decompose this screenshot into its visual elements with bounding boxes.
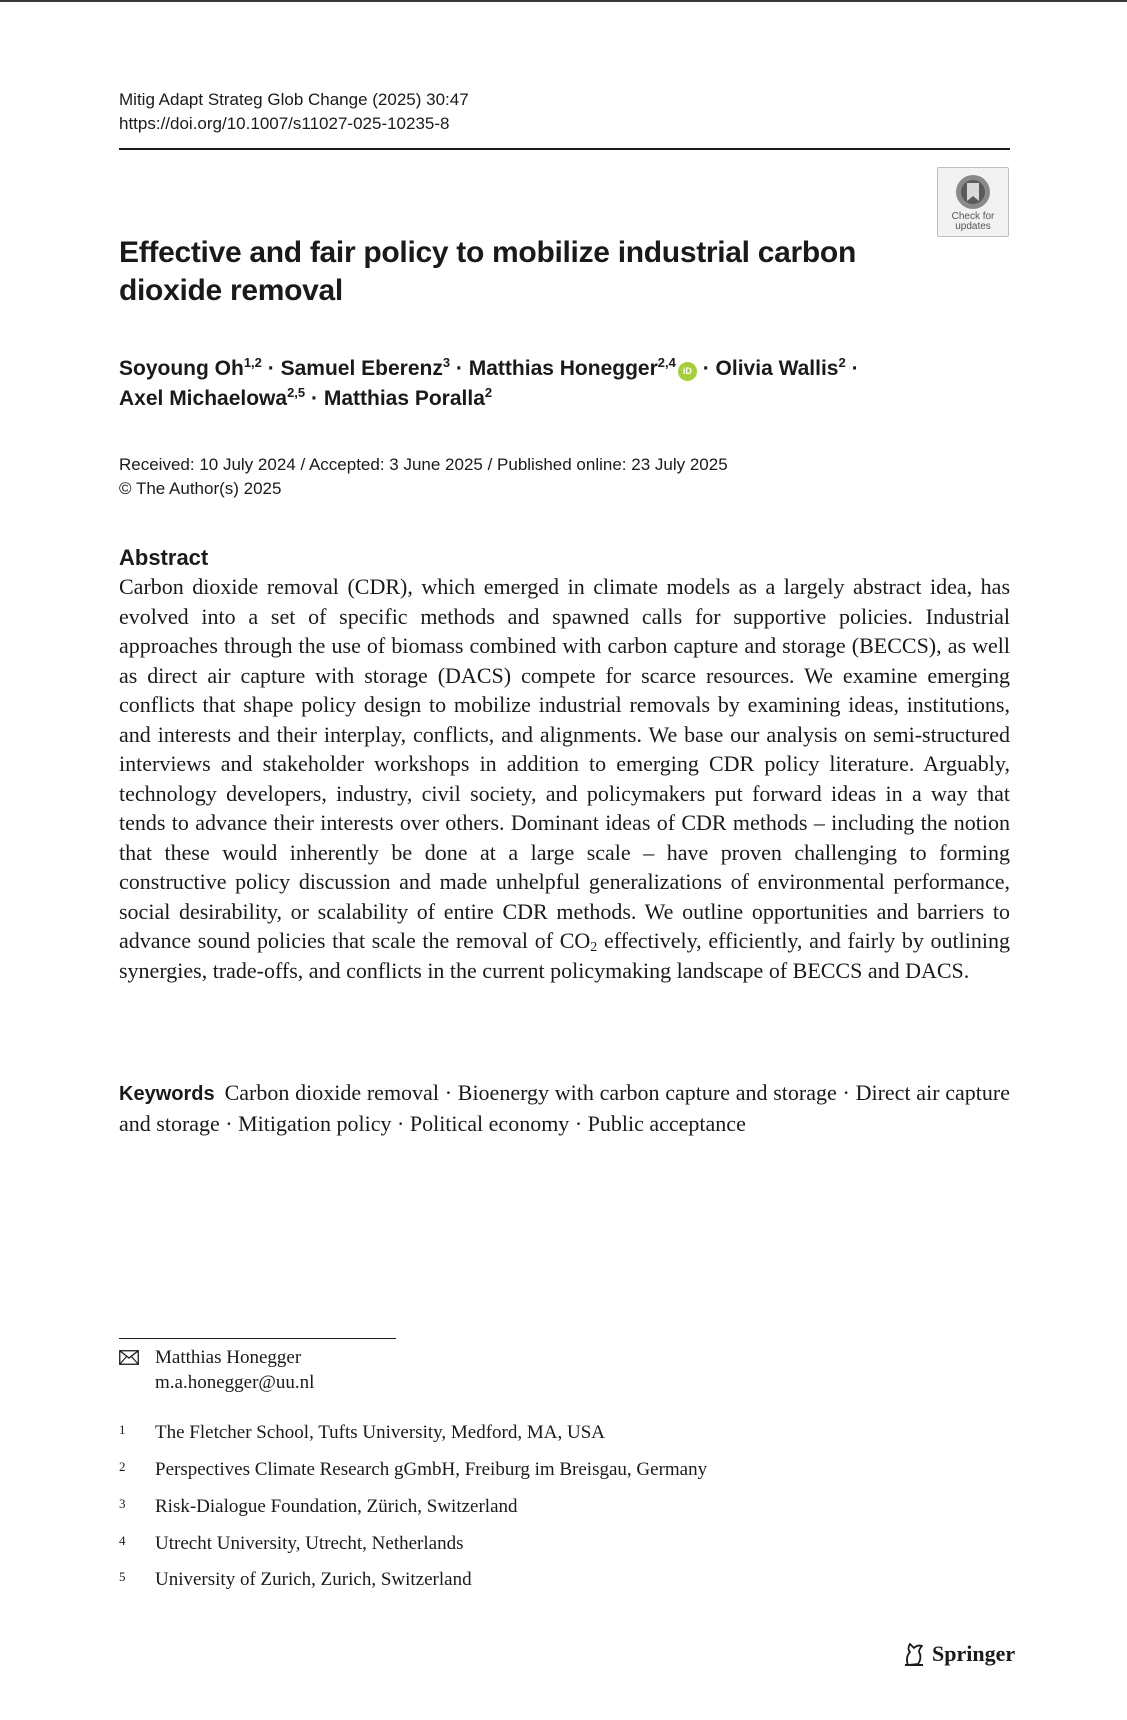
affiliation-text: Utrecht University, Utrecht, Netherlands	[155, 1533, 464, 1554]
keywords-block	[119, 1078, 1010, 1139]
author-name[interactable]: Matthias Poralla	[323, 387, 485, 410]
top-border	[0, 0, 1127, 2]
keyword-item: Bioenergy with carbon capture and storage	[457, 1080, 837, 1105]
keyword-separator: ·	[569, 1111, 588, 1136]
envelope-icon	[119, 1350, 139, 1365]
author-separator: ·	[455, 357, 463, 380]
author-separator: ·	[702, 357, 710, 380]
corresponding-author-name: Matthias Honegger	[155, 1347, 302, 1368]
abstract-text: Carbon dioxide removal (CDR), which emerged in climate models as a largely abstract idea, has evolved into a set of specific methods and spawned calls for supportive policies. Industrial approaches through the use of biomass combined with carbon capture and storage (BECCS), as well as direct air capture with storage (DACS) compete for scarce resources. We examine emerging conflicts that shape policy design to mobilize industrial removals by examining ideas, institutions, and interests and their interplay, conflicts, and alignments. We base our analysis on semi-structured interviews and stakeholder workshops in addition to emerging CDR policy literature. Arguably, technology developers, industry, civil society, and policymakers put forward ideas in a way that tends to advance their interests over others. Dominant ideas of CDR methods – including the notion that these would inherently be done at a large scale – have proven challenging to forming constructive policy discussion and made unhelpful generalizations of environmental performance, social desirability, or scalability of entire CDR methods. We outline opportunities and barriers to advance sound policies that scale the removal of CO	[119, 574, 1010, 953]
badge-label: Check for updates	[951, 211, 995, 232]
author-affiliation-sup: 2	[484, 385, 493, 400]
author-affiliation-sup: 3	[442, 355, 451, 370]
keyword-item: Carbon dioxide removal	[224, 1080, 439, 1105]
journal-citation: Mitig Adapt Strateg Glob Change (2025) 30:47	[119, 90, 469, 109]
author-name[interactable]: Axel Michaelowa	[119, 387, 288, 410]
author-separator: ·	[267, 357, 275, 380]
keyword-item: Political economy	[409, 1111, 570, 1136]
affiliation-text: Risk-Dialogue Foundation, Zürich, Switzerland	[155, 1496, 518, 1517]
paper-title: Effective and fair policy to mobilize industrial carbon dioxide removal	[119, 236, 856, 307]
doi-link[interactable]: https://doi.org/10.1007/s11027-025-10235-8	[119, 114, 450, 133]
affiliation-number: 3	[119, 1496, 126, 1511]
author-name[interactable]: Soyoung Oh	[119, 357, 244, 380]
bookmark-check-icon	[954, 173, 992, 211]
author-list	[119, 354, 999, 414]
copyright-line: © The Author(s) 2025	[119, 479, 282, 498]
affiliation-text: University of Zurich, Zurich, Switzerland	[155, 1569, 472, 1590]
springer-horse-icon	[899, 1640, 927, 1668]
author-name[interactable]: Samuel Eberenz	[280, 357, 443, 380]
publication-dates	[119, 453, 728, 501]
journal-header	[119, 88, 469, 136]
check-for-updates-badge[interactable]	[937, 167, 1009, 237]
keyword-item: Public acceptance	[587, 1111, 746, 1136]
keyword-item: Mitigation policy	[238, 1111, 392, 1136]
affiliation-text: The Fletcher School, Tufts University, Medford, MA, USA	[155, 1422, 605, 1443]
abstract-body	[119, 572, 1010, 985]
keyword-item: Direct air capture and storage	[119, 1080, 1010, 1136]
keyword-separator: ·	[391, 1111, 410, 1136]
author-affiliation-sup: 1,2	[243, 355, 262, 370]
author-separator: ·	[851, 357, 859, 380]
abstract-heading: Abstract	[119, 545, 209, 570]
author-name[interactable]: Matthias Honegger	[468, 357, 658, 380]
affiliation-number: 5	[119, 1569, 126, 1584]
author-affiliation-sup: 2,4	[657, 355, 676, 370]
keyword-separator: ·	[219, 1111, 239, 1136]
abstract-text-end: effectively, efficiently, and fairly by outlining synergies, trade-offs, and conflicts in the current policymaking landscape of BECCS and DACS.	[119, 928, 1010, 983]
author-separator: ·	[310, 387, 318, 410]
corresponding-author-email[interactable]: m.a.honegger@uu.nl	[155, 1372, 315, 1393]
author-name[interactable]: Olivia Wallis	[715, 357, 839, 380]
author-affiliation-sup: 2	[838, 355, 846, 370]
author-affiliation-sup: 2,5	[287, 385, 306, 400]
keyword-separator: ·	[836, 1080, 856, 1105]
footnote-rule	[119, 1338, 396, 1339]
keyword-separator: ·	[438, 1080, 458, 1105]
orcid-icon[interactable]: iD	[678, 362, 697, 381]
keywords-label: Keywords	[119, 1083, 215, 1105]
history-dates: Received: 10 July 2024 / Accepted: 3 June 2025 / Published online: 23 July 2025	[119, 455, 728, 474]
publisher-name: Springer	[932, 1641, 1016, 1666]
affiliation-number: 2	[119, 1459, 126, 1474]
affiliation-number: 4	[119, 1533, 126, 1548]
header-rule	[119, 148, 1010, 150]
affiliation-text: Perspectives Climate Research gGmbH, Freiburg im Breisgau, Germany	[155, 1459, 708, 1480]
abstract-subscript: 2	[590, 940, 598, 955]
affiliation-number: 1	[119, 1422, 126, 1437]
